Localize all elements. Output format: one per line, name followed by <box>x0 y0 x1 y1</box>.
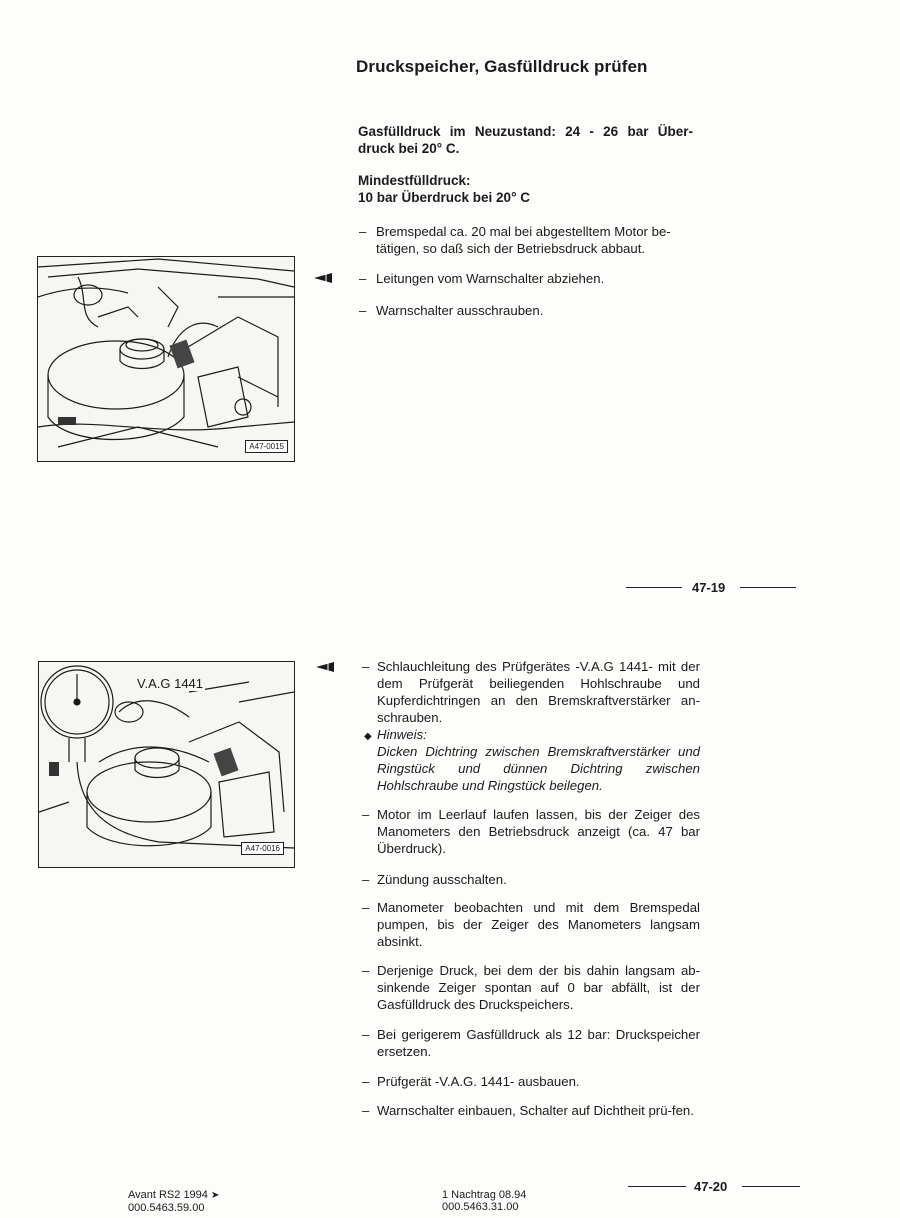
note-text: Dicken Dichtring zwischen Bremskraftverstärker und Ringstück und dünnen Dichtring zwischen Hohlschraube und Ringstück beilegen. <box>377 744 700 793</box>
page-number-rule-right <box>740 587 796 588</box>
page-number-rule-right <box>742 1186 800 1187</box>
figure-label: A47-0016 <box>241 842 284 855</box>
footer-center-code: 000.5463.31.00 <box>442 1201 519 1213</box>
footer-left-code: 000.5463.59.00 <box>128 1202 205 1214</box>
note-diamond-icon: ◆ <box>364 731 372 742</box>
step: – Warnschalter einbauen, Schalter auf Dichtheit prü-fen. <box>362 1103 694 1118</box>
page-number: 47-19 <box>692 580 726 595</box>
step: – Prüfgerät -V.A.G. 1441- ausbauen. <box>362 1074 580 1089</box>
test-gauge-drawing <box>39 662 294 867</box>
step: – Leitungen vom Warnschalter abziehen. <box>359 271 605 286</box>
engine-bay-figure <box>37 256 295 462</box>
pointer-arrow-icon <box>314 273 334 283</box>
footer-arrow-icon: ➤ <box>210 1190 220 1201</box>
footer-center <box>442 1189 526 1213</box>
spec-min-pressure-heading: Mindestfülldruck: <box>358 173 471 188</box>
page-title: Druckspeicher, Gasfülldruck prüfen <box>356 57 648 76</box>
step: – Warnschalter ausschrauben. <box>359 303 544 318</box>
engine-bay-drawing <box>38 257 294 461</box>
footer-supplement: 1 Nachtrag 08.94 <box>442 1189 527 1201</box>
step: – Bei gerigerem Gasfülldruck als 12 bar: Druckspeicher ersetzen. <box>362 1027 700 1059</box>
spec-new-pressure-line1: Gasfülldruck im Neuzustand: 24 - 26 bar Über- <box>358 124 693 139</box>
figure-caption: V.A.G 1441 <box>137 676 204 691</box>
note-block <box>362 726 700 794</box>
step: – Bremspedal ca. 20 mal bei abgestelltem Motor be-tätigen, so daß sich der Betriebsdruck abbaut. <box>359 224 671 256</box>
step: – Schlauchleitung des Prüfgerätes -V.A.G 1441- mit der dem Prüfgerät beiliegenden Hohlschraube und Kupferdichtringen an den Bremskraftverstärker an-schrauben. <box>362 659 700 725</box>
footer-left <box>128 1189 219 1214</box>
footer-model: Avant RS2 1994 <box>128 1189 208 1201</box>
pointer-arrow-icon <box>316 662 336 672</box>
test-gauge-figure <box>38 661 295 868</box>
step: – Zündung ausschalten. <box>362 872 507 887</box>
spec-min-pressure-value: 10 bar Überdruck bei 20° C <box>358 190 530 205</box>
spec-new-pressure-line2: druck bei 20° C. <box>358 141 460 156</box>
step: – Derjenige Druck, bei dem der bis dahin langsam ab-sinkende Zeiger spontan auf 0 bar abfällt, ist der Gasfülldruck des Druckspeichers. <box>362 963 700 1012</box>
page-number-rule-left <box>626 587 682 588</box>
note-heading: Hinweis: <box>377 727 427 742</box>
figure-label: A47-0015 <box>245 440 288 453</box>
step: – Motor im Leerlauf laufen lassen, bis der Zeiger des Manometers den Betriebsdruck anzeigt (ca. 47 bar Überdruck). <box>362 807 700 856</box>
page-number-rule-left <box>628 1186 686 1187</box>
step: – Manometer beobachten und mit dem Bremspedal pumpen, bis der Zeiger des Manometers langsam absinkt. <box>362 900 700 949</box>
page-number: 47-20 <box>694 1179 728 1194</box>
